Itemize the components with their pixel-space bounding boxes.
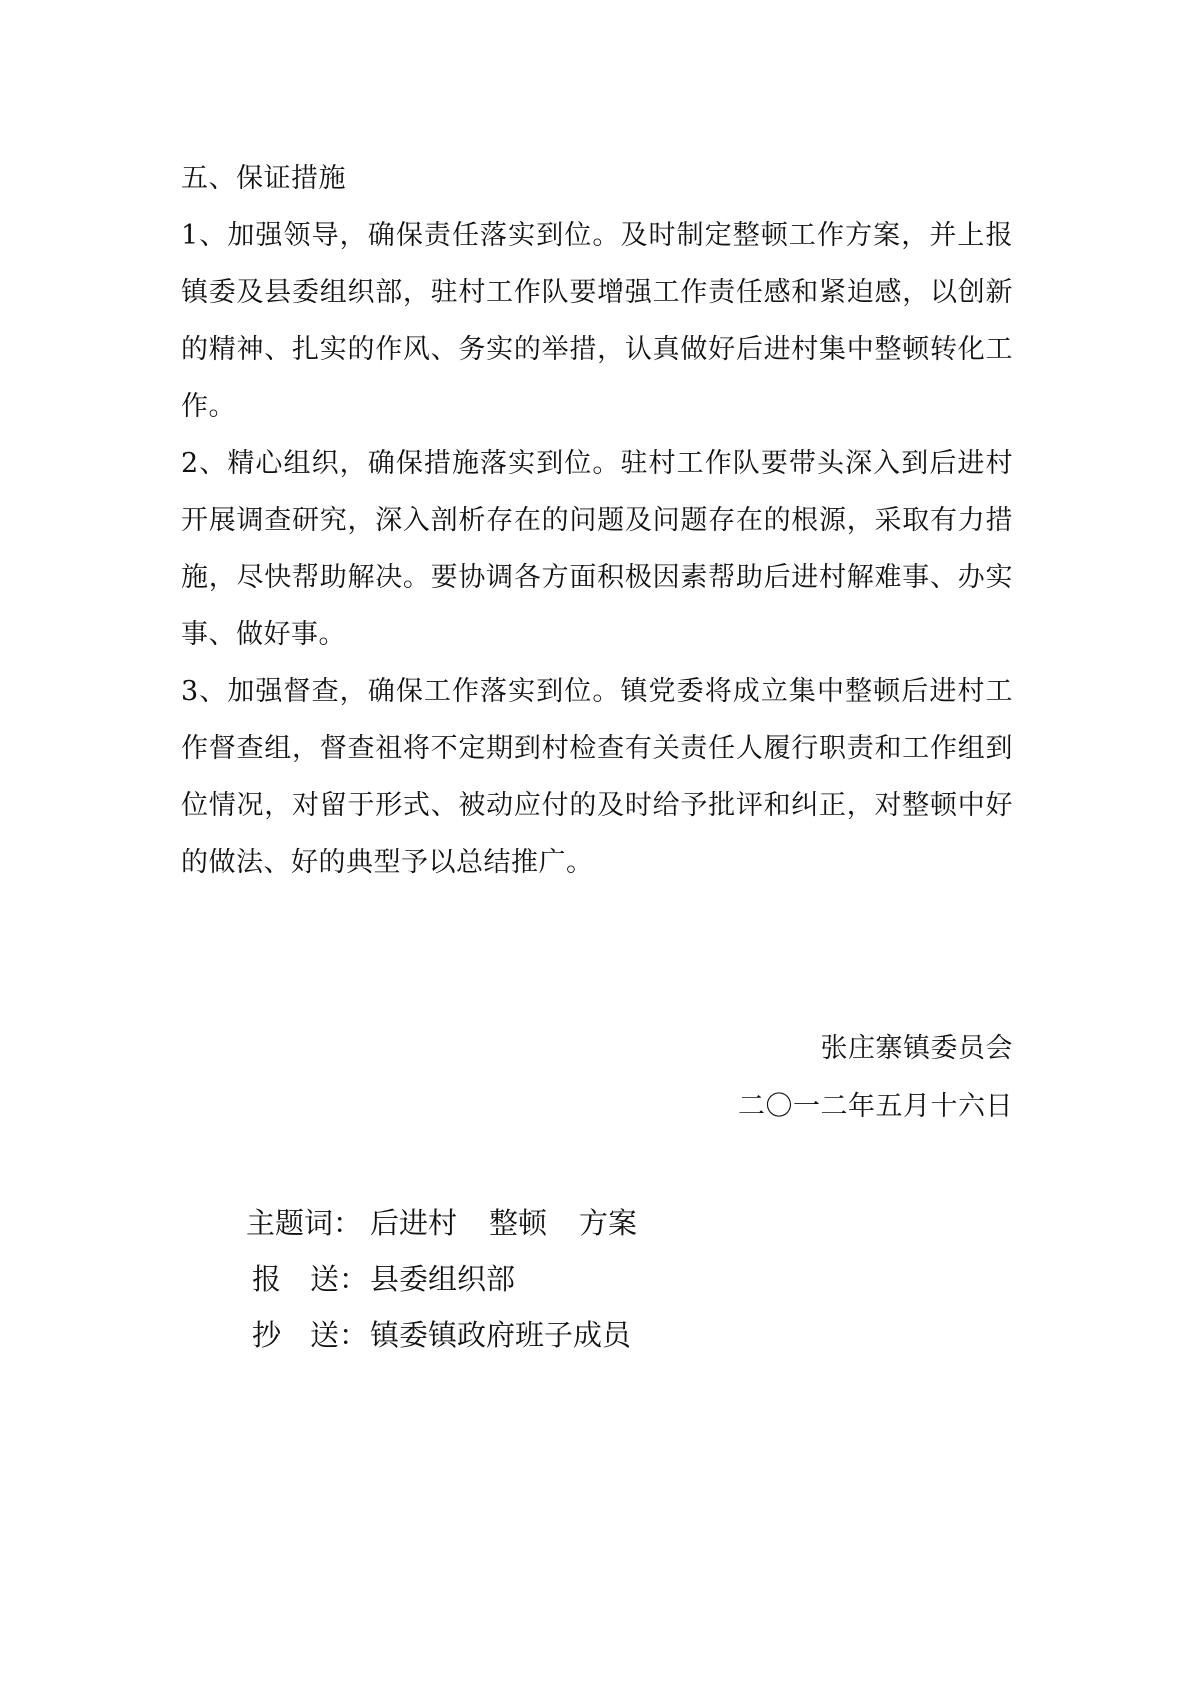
keyword-item: 整顿	[489, 1206, 548, 1240]
section-heading: 五、保证措施	[181, 163, 346, 194]
paragraph-1: 1、加强领导，确保责任落实到位。及时制定整顿工作方案，并上报镇委及县委组织部，驻村工作队要增强工作责任感和紧迫感，以创新的精神、扎实的作风、务实的举措，认真做好后进村集中整顿转化工作。	[181, 220, 1013, 422]
copy-row	[246, 1307, 846, 1363]
copy-recipient: 镇委镇政府班子成员	[370, 1318, 632, 1352]
document-body	[181, 150, 1013, 891]
keyword-item: 后进村	[370, 1206, 458, 1240]
copy-label: 抄 送：	[252, 1318, 369, 1352]
paragraph-3: 3、加强督查，确保工作落实到位。镇党委将成立集中整顿后进村工作督查组，督查祖将不定期到村检查有关责任人履行职责和工作组到位情况，对留于形式、被动应付的及时给予批评和纠正，对整顿中好的做法、好的典型予以总结推广。	[181, 676, 1013, 878]
keywords-row	[246, 1195, 846, 1251]
keywords-label: 主题词：	[246, 1206, 363, 1240]
report-recipient: 县委组织部	[370, 1262, 516, 1296]
report-row	[246, 1251, 846, 1307]
keyword-item: 方案	[579, 1206, 638, 1240]
paragraph-2: 2、精心组织，确保措施落实到位。驻村工作队要带头深入到后进村开展调查研究，深入剖析存在的问题及问题存在的根源，采取有力措施，尽快帮助解决。要协调各方面积极因素帮助后进村解难事、办实事、做好事。	[181, 448, 1013, 650]
signature-date: 二〇一二年五月十六日	[738, 1091, 1013, 1122]
document-meta	[246, 1195, 846, 1363]
report-label: 报 送：	[252, 1262, 369, 1296]
signature-block	[613, 1020, 1013, 1136]
signature-organization: 张庄寨镇委员会	[820, 1033, 1013, 1064]
